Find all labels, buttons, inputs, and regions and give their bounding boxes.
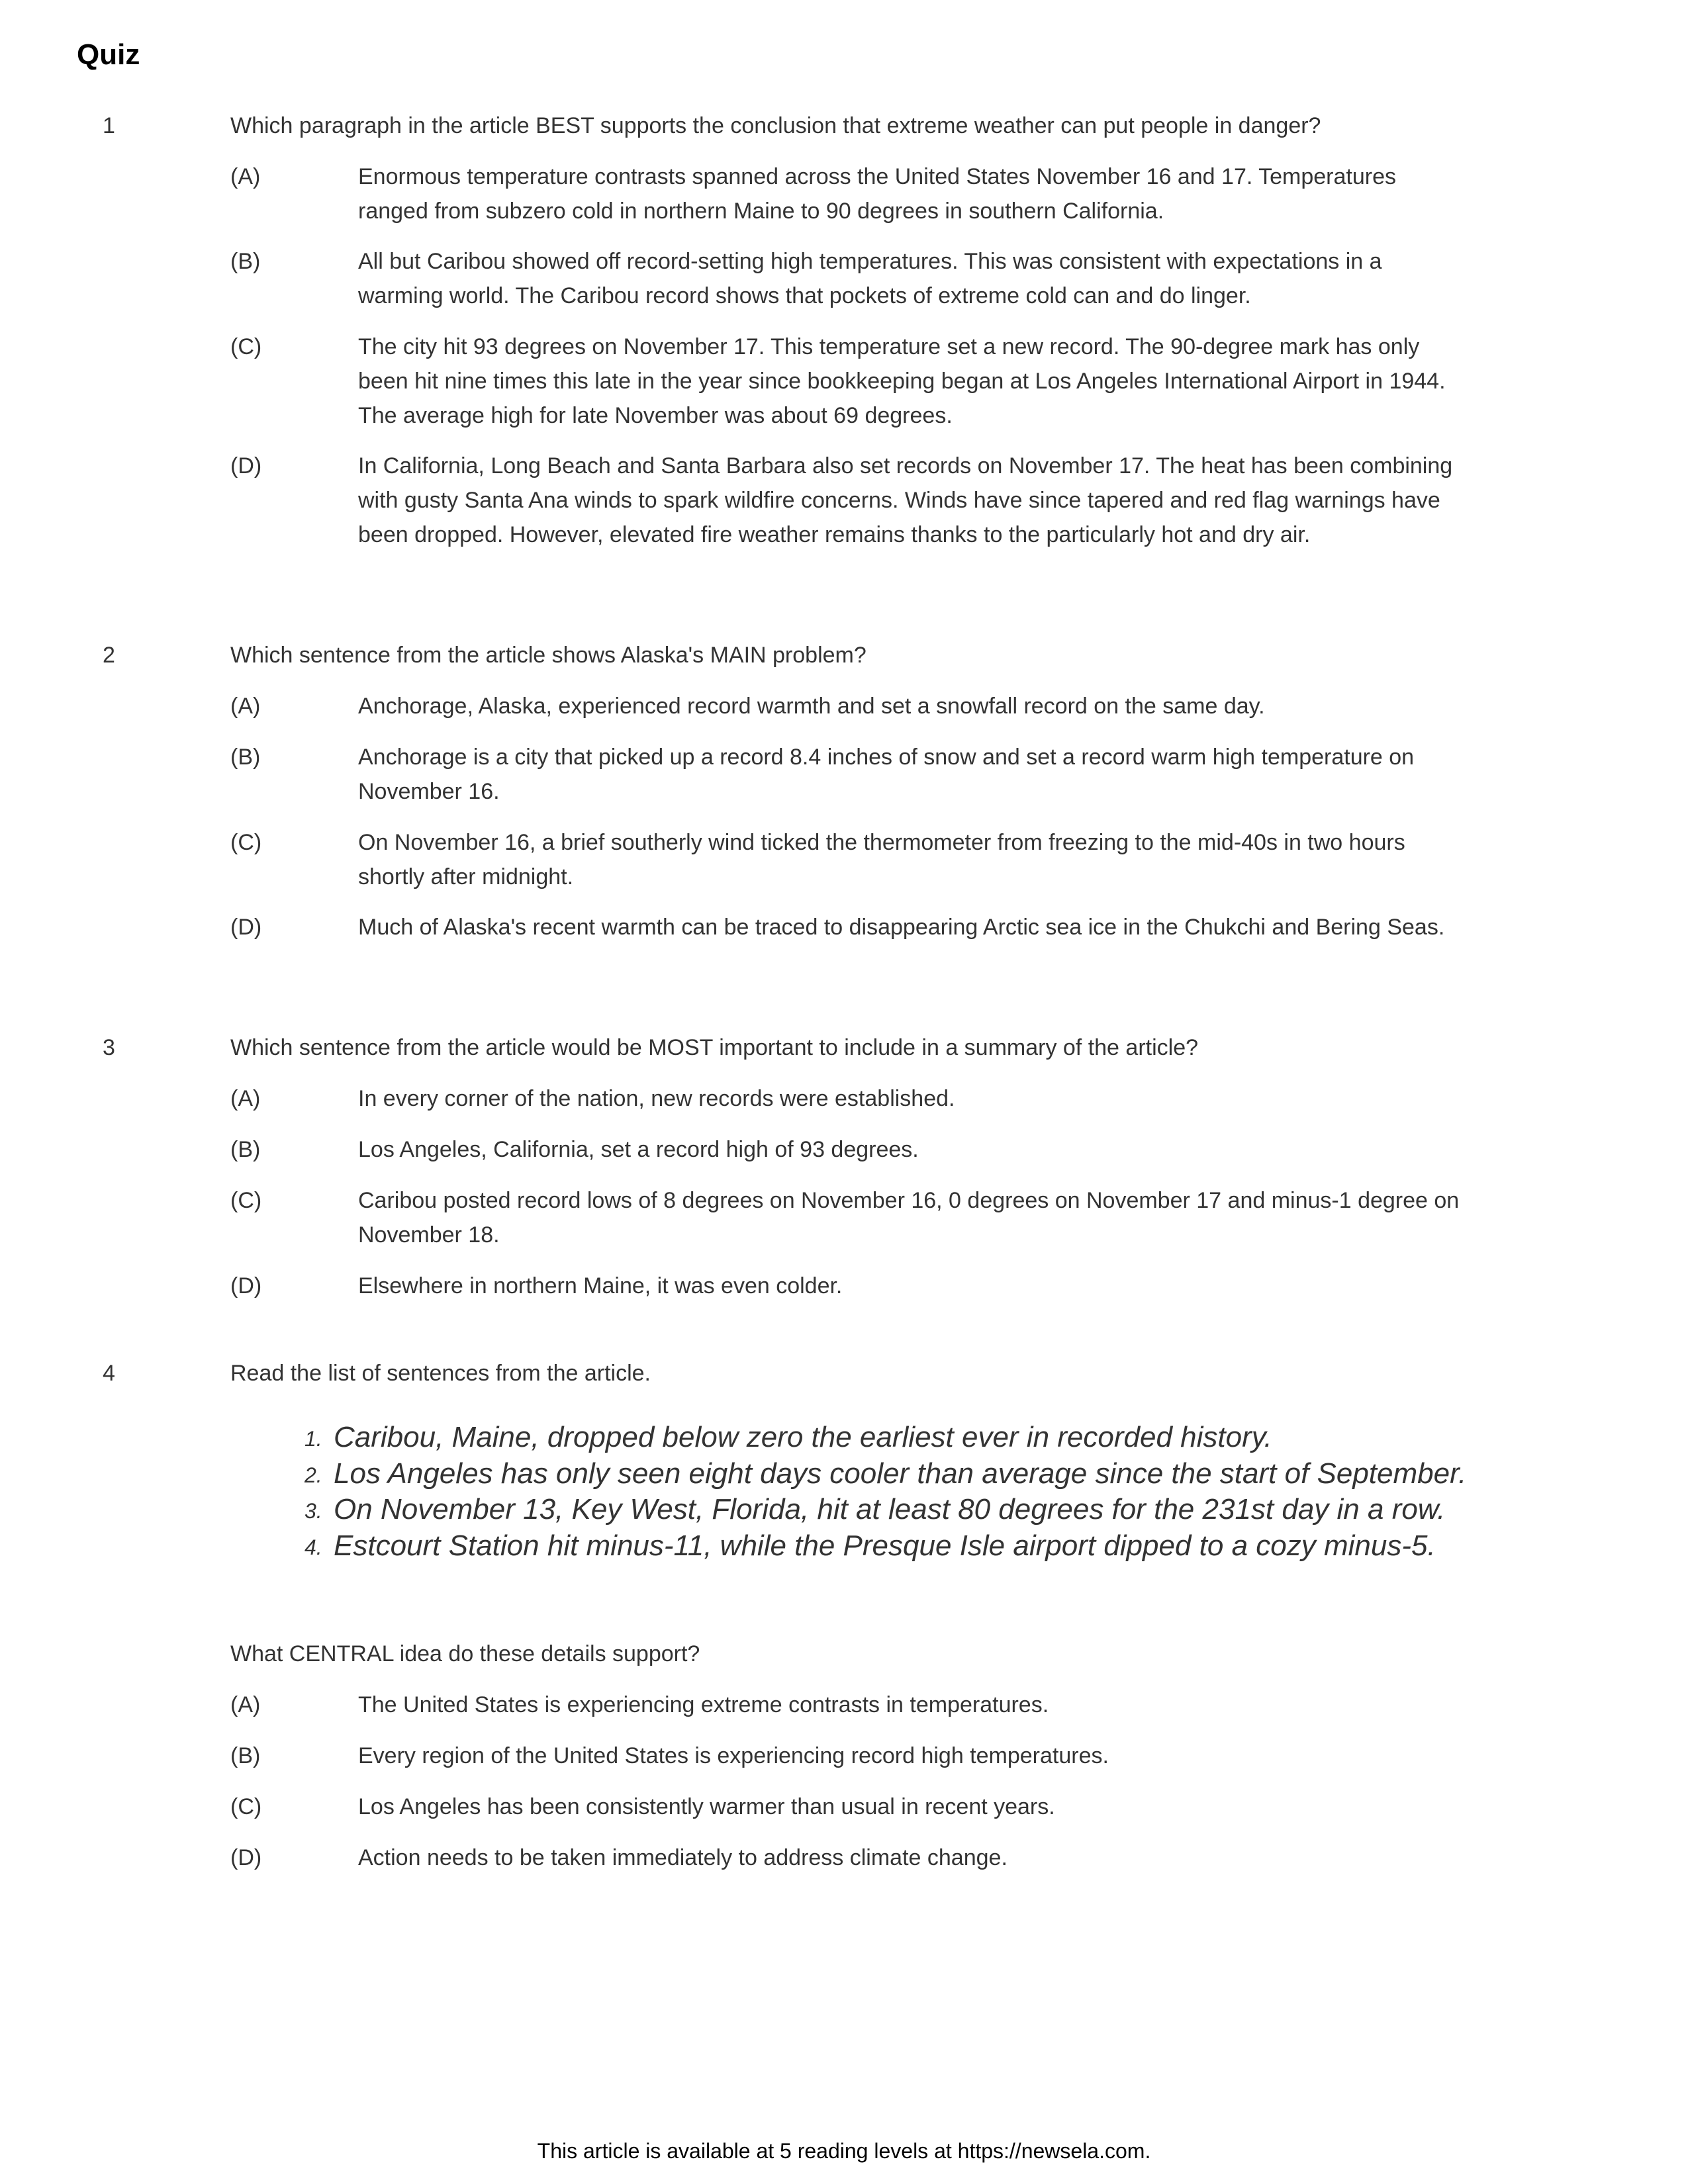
quote-number: 3. bbox=[305, 1499, 322, 1523]
followup-question: What CENTRAL idea do these details support? bbox=[230, 1641, 700, 1666]
question-number: 1 bbox=[103, 113, 115, 138]
page-title: Quiz bbox=[77, 38, 140, 71]
option-text: On November 16, a brief southerly wind ticked the thermometer from freezing to the mid-40s in two hours shortly after midnight. bbox=[358, 830, 1405, 889]
option-letter: (D) bbox=[230, 1845, 262, 1870]
question-stem: Which sentence from the article shows Alaska's MAIN problem? bbox=[230, 643, 867, 668]
option-text: Caribou posted record lows of 8 degrees on November 16, 0 degrees on November 17 and minus-1 degree on November 18. bbox=[358, 1188, 1460, 1248]
option-letter: (A) bbox=[230, 1086, 261, 1111]
option-letter: (A) bbox=[230, 1692, 261, 1717]
option-text: The city hit 93 degrees on November 17. This temperature set a new record. The 90-degree mark has only been hit nine times this late in the year since bookkeeping began at Los Angeles International Airport in 1944. The average high for late November was about 69 degrees. bbox=[358, 334, 1446, 428]
option-letter: (B) bbox=[230, 745, 261, 770]
option-letter: (C) bbox=[230, 830, 262, 855]
option-text: Anchorage, Alaska, experienced record warmth and set a snowfall record on the same day. bbox=[358, 694, 1265, 719]
option-text: Los Angeles, California, set a record high of 93 degrees. bbox=[358, 1137, 919, 1162]
quoted-sentence bbox=[305, 1420, 1595, 1456]
quote-text: Estcourt Station hit minus-11, while the Presque Isle airport dipped to a cozy minus-5. bbox=[334, 1529, 1436, 1562]
option-text: The United States is experiencing extreme contrasts in temperatures. bbox=[358, 1692, 1049, 1717]
quoted-sentence bbox=[305, 1492, 1595, 1528]
option-letter: (B) bbox=[230, 1137, 261, 1162]
question-stem: Read the list of sentences from the article. bbox=[230, 1361, 651, 1386]
quote-text: Caribou, Maine, dropped below zero the earliest ever in recorded history. bbox=[334, 1421, 1272, 1453]
option-letter: (A) bbox=[230, 694, 261, 719]
option-letter: (C) bbox=[230, 1188, 262, 1213]
option-text: Los Angeles has been consistently warmer than usual in recent years. bbox=[358, 1794, 1055, 1819]
option-text: Every region of the United States is experiencing record high temperatures. bbox=[358, 1743, 1109, 1768]
option-letter: (B) bbox=[230, 1743, 261, 1768]
option-letter: (C) bbox=[230, 334, 262, 359]
question-stem: Which paragraph in the article BEST supports the conclusion that extreme weather can put people in danger? bbox=[230, 113, 1321, 138]
option-letter: (C) bbox=[230, 1794, 262, 1819]
option-text: Enormous temperature contrasts spanned across the United States November 16 and 17. Temperatures ranged from subzero cold in northern Maine to 90 degrees in southern California. bbox=[358, 164, 1397, 224]
option-text: Action needs to be taken immediately to address climate change. bbox=[358, 1845, 1008, 1870]
question-stem: Which sentence from the article would be MOST important to include in a summary of the article? bbox=[230, 1035, 1199, 1060]
question-number: 4 bbox=[103, 1361, 115, 1386]
option-text: Anchorage is a city that picked up a record 8.4 inches of snow and set a record warm high temperature on November 16. bbox=[358, 745, 1415, 804]
quote-number: 1. bbox=[305, 1427, 322, 1451]
quoted-sentences-list bbox=[305, 1420, 1595, 1564]
option-letter: (D) bbox=[230, 915, 262, 940]
option-text: In every corner of the nation, new records were established. bbox=[358, 1086, 955, 1111]
option-letter: (D) bbox=[230, 1273, 262, 1298]
quote-number: 2. bbox=[305, 1463, 322, 1487]
quoted-sentence bbox=[305, 1528, 1595, 1565]
option-letter: (D) bbox=[230, 453, 262, 478]
quoted-sentence bbox=[305, 1456, 1595, 1492]
page-footer: This article is available at 5 reading levels at https://newsela.com. bbox=[537, 2139, 1151, 2163]
option-text: All but Caribou showed off record-setting high temperatures. This was consistent with expectations in a warming world. The Caribou record shows that pockets of extreme cold can and do linger. bbox=[358, 249, 1382, 308]
option-text: Elsewhere in northern Maine, it was even colder. bbox=[358, 1273, 843, 1298]
question-number: 2 bbox=[103, 643, 115, 668]
option-text: In California, Long Beach and Santa Barbara also set records on November 17. The heat has been combining with gusty Santa Ana winds to spark wildfire concerns. Winds have since tapered and red flag warnings have been dropped. However, elevated fire weather remains thanks to the particularly hot and dry air. bbox=[358, 453, 1453, 547]
option-text: Much of Alaska's recent warmth can be traced to disappearing Arctic sea ice in the Chukchi and Bering Seas. bbox=[358, 915, 1445, 940]
quote-text: Los Angeles has only seen eight days cooler than average since the start of September. bbox=[334, 1457, 1467, 1490]
quote-number: 4. bbox=[305, 1535, 322, 1559]
question-number: 3 bbox=[103, 1035, 115, 1060]
quote-text: On November 13, Key West, Florida, hit at least 80 degrees for the 231st day in a row. bbox=[334, 1493, 1446, 1525]
option-letter: (B) bbox=[230, 249, 261, 274]
option-letter: (A) bbox=[230, 164, 261, 189]
